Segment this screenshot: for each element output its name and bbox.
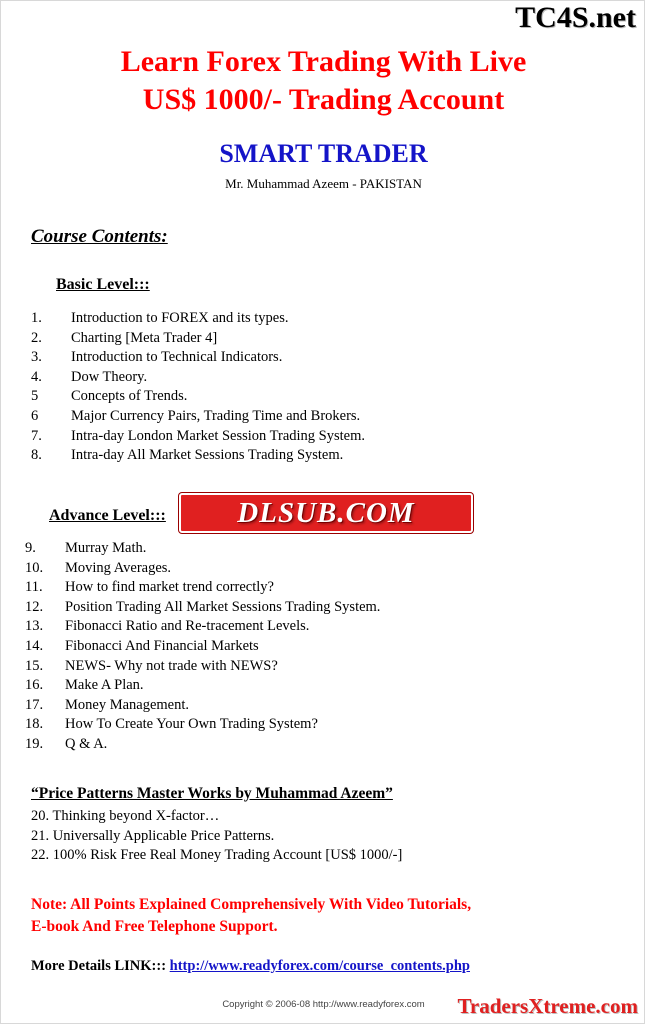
list-item-number: 10.: [25, 559, 44, 576]
list-item-label: Murray Math.: [65, 540, 147, 556]
list-item-label: Position Trading All Market Sessions Trading System.: [65, 598, 381, 615]
list-item: [31, 309, 365, 329]
list-item: [25, 637, 380, 657]
list-item: [31, 446, 365, 466]
list-item-label: Moving Averages.: [65, 559, 172, 576]
list-item-number: 15.: [25, 657, 44, 674]
list-item-number: 7.: [31, 427, 42, 444]
list-item: 20. Thinking beyond X-factor…: [31, 808, 220, 824]
list-item: [25, 539, 380, 559]
list-item: [31, 427, 365, 447]
list-item: [31, 407, 365, 427]
list-item-number: 6: [31, 407, 39, 424]
course-contents-heading: Course Contents:: [31, 226, 168, 247]
subtitle: SMART TRADER: [219, 139, 428, 168]
list-item-number: 1.: [31, 310, 42, 326]
list-item-label: Make A Plan.: [65, 677, 144, 694]
list-item-number: 13.: [25, 618, 44, 635]
list-item-label: NEWS- Why not trade with NEWS?: [65, 657, 278, 674]
note-line-1: Note: All Points Explained Comprehensively With Video Tutorials,: [31, 896, 472, 913]
price-patterns-heading: “Price Patterns Master Works by Muhammad Azeem”: [31, 785, 393, 802]
list-item: [25, 676, 380, 696]
more-details-label: More Details LINK:::: [31, 958, 170, 974]
list-item: [25, 617, 380, 637]
list-item: 22. 100% Risk Free Real Money Trading Account [US$ 1000/-]: [31, 847, 403, 864]
note-text: [31, 894, 631, 938]
course-contents-link[interactable]: http://www.readyforex.com/course_contents.php: [169, 958, 470, 974]
list-item-label: Introduction to Technical Indicators.: [71, 349, 283, 366]
note-line-2: E-book And Free Telephone Support.: [31, 918, 278, 935]
list-item-number: 2.: [31, 329, 42, 346]
list-item-label: Intra-day London Market Session Trading System.: [71, 427, 366, 444]
page-title: [1, 43, 645, 119]
basic-level-list: [31, 309, 365, 466]
advance-level-heading: Advance Level:::: [49, 507, 166, 524]
list-item-number: 9.: [25, 540, 36, 556]
list-item-label: Introduction to FOREX and its types.: [71, 310, 289, 326]
list-item: [25, 559, 380, 579]
list-item-number: 14.: [25, 637, 44, 654]
list-item-label: How To Create Your Own Trading System?: [65, 716, 318, 733]
dlsub-watermark-label: DLSUB.COM: [237, 496, 415, 529]
tradersxtreme-watermark: TradersXtreme.com: [457, 994, 638, 1018]
list-item: [25, 715, 380, 735]
headline-line-2: US$ 1000/- Trading Account: [142, 83, 505, 116]
list-item: 21. Universally Applicable Price Patterns.: [31, 827, 275, 844]
list-item-label: Major Currency Pairs, Trading Time and Brokers.: [71, 407, 361, 424]
list-item-label: Q & A.: [65, 735, 108, 752]
list-item-number: 3.: [31, 349, 42, 366]
list-item-number: 4.: [31, 368, 42, 385]
list-item-number: 17.: [25, 696, 44, 713]
list-item: [25, 598, 380, 618]
list-item-label: Intra-day All Market Sessions Trading System.: [71, 447, 344, 464]
list-item: [25, 735, 380, 755]
list-item-number: 8.: [31, 447, 42, 464]
list-item: [31, 387, 365, 407]
list-item-label: Money Management.: [65, 696, 190, 713]
list-item: [25, 657, 380, 677]
price-patterns-list: [31, 807, 402, 866]
dlsub-watermark: [179, 493, 473, 533]
list-item-number: 19.: [25, 735, 44, 752]
list-item: [25, 578, 380, 598]
list-item-label: Dow Theory.: [71, 368, 148, 385]
list-item-label: Fibonacci Ratio and Re-tracement Levels.: [65, 618, 310, 635]
advance-level-list: [25, 539, 380, 755]
copyright-notice: Copyright © 2006-08 http://www.readyforex.com: [222, 999, 425, 1010]
list-item-number: 11.: [25, 579, 43, 596]
headline-line-1: Learn Forex Trading With Live: [120, 45, 527, 78]
more-details: [31, 958, 470, 975]
list-item: [31, 368, 365, 388]
tc4s-watermark: TC4S.net: [515, 1, 636, 34]
list-item: [31, 329, 365, 349]
presenter-name: Mr. Muhammad Azeem - PAKISTAN: [225, 176, 422, 191]
list-item-label: How to find market trend correctly?: [65, 579, 274, 596]
list-item-label: Charting [Meta Trader 4]: [71, 329, 218, 346]
list-item-label: Concepts of Trends.: [71, 388, 188, 405]
list-item: [31, 348, 365, 368]
list-item-number: 16.: [25, 677, 44, 694]
list-item-label: Fibonacci And Financial Markets: [65, 637, 259, 654]
list-item-number: 5: [31, 388, 39, 405]
list-item-number: 18.: [25, 716, 44, 733]
list-item-number: 12.: [25, 598, 44, 615]
basic-level-heading: Basic Level:::: [56, 276, 150, 293]
list-item: [25, 696, 380, 716]
